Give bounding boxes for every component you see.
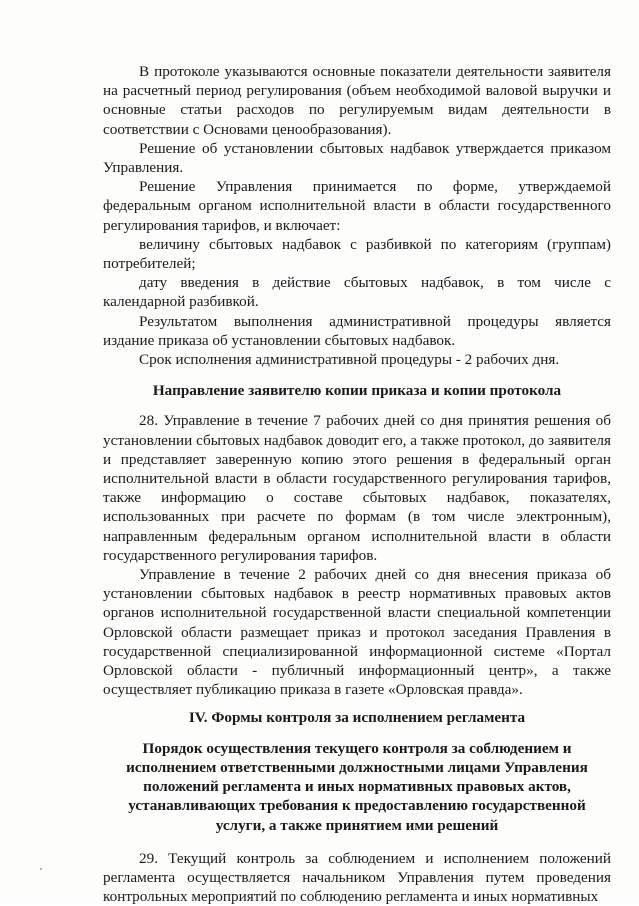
paragraph-effective-date: дату введения в действие сбытовых надбавок, в том числе с календарной разбивкой.	[103, 274, 611, 311]
paragraph-procedure-result: Результатом выполнения административной процедуры является издание приказа об установлении сбытовых надбавок.	[103, 312, 611, 349]
paragraph-markup-value: величину сбытовых надбавок с разбивкой по категориям (группам) потребителей;	[103, 235, 611, 273]
paragraph-decision-approved: Решение об установлении сбытовых надбавок утверждается приказом Управления.	[103, 139, 611, 177]
scan-artifact-dot	[40, 868, 42, 870]
section-heading-iv: IV. Формы контроля за исполнением регламента	[188, 708, 526, 726]
subsection-heading-current-control: Порядок осуществления текущего контроля за соблюдением и исполнением ответственными должностными лицами Управления положений регламента и иных нормативных правовых актов, устанавливающих требования к предоставлению государственной услуги, а также принятием ими решений	[126, 739, 588, 834]
paragraph-protocol-contents: В протоколе указываются основные показатели деятельности заявителя на расчетный период регулирования (объем необходимой валовой выручки и основные статьи расходов по регулируемым видам деятельности в соответствии с Основами ценообразования).	[103, 63, 611, 138]
paragraph-28-publication: Управление в течение 2 рабочих дней со дня внесения приказа об установлении сбытовых надбавок в реестр нормативных правовых актов органов исполнительной государственной власти специальной компетенции Орловской области размещает приказ и протокол заседания Правления в государственной специализированной информационной системе «Портал Орловской области - публичный информационный центр», а также осуществляет публикацию приказа в газете «Орловская правда».	[103, 566, 611, 699]
paragraph-28: 28. Управление в течение 7 рабочих дней со дня принятия решения об установлении сбытовых надбавок доводит его, а также протокол, до заявителя и представляет заверенную копию этого решения в федеральный орган исполнительной власти в области государственного регулирования тарифов, также информацию о составе сбытовых надбавок, показателях, использованных при расчете по формам (в том числе электронным), направленным федеральным органом исполнительной власти в области государственного регулирования тарифов.	[103, 412, 611, 564]
heading-copies-to-applicant: Направление заявителю копии приказа и копии протокола	[152, 382, 562, 400]
paragraph-decision-form: Решение Управления принимается по форме, утверждаемой федеральным органом исполнительной власти в области государственного регулирования тарифов, и включает:	[103, 178, 611, 234]
paragraph-29: 29. Текущий контроль за соблюдением и исполнением положений регламента осуществляется начальником Управления путем проведения контрольных мероприятий по соблюдению регламента и иных нормативных	[103, 849, 611, 906]
paragraph-procedure-term: Срок исполнения административной процедуры - 2 рабочих дня.	[139, 351, 560, 369]
